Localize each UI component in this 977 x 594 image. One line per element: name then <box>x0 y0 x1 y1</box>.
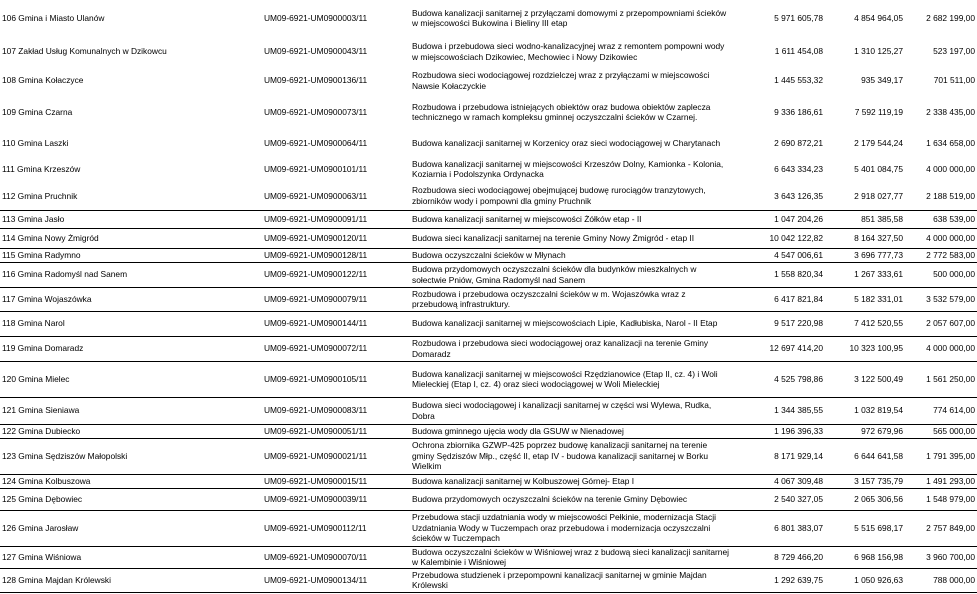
beneficiary-cell: 107 Zakład Usług Komunalnych w Dzikowcu <box>2 46 167 57</box>
eligible-cost-cell: 2 065 306,56 <box>825 488 905 510</box>
table-row <box>0 36 977 67</box>
total-cost-cell: 4 547 006,61 <box>732 248 825 262</box>
grant-amount-cell: 638 539,00 <box>905 210 977 228</box>
table-row <box>0 0 977 36</box>
application-number-cell: UM09-6921-UM0900021/11 <box>262 438 410 474</box>
project-title-cell: Przebudowa studzienek i przepompowni kanalizacji sanitarnej w gminie Majdan Królewski <box>410 568 732 592</box>
project-title-cell: Budowa gminnego ujęcia wody dla GSUW w Nienadowej <box>410 424 732 438</box>
total-cost-cell: 6 643 334,23 <box>774 163 823 174</box>
total-cost-cell: 12 697 414,20 <box>732 336 825 361</box>
grant-amount-cell: 500 000,00 <box>905 262 977 287</box>
eligible-cost-cell: 6 644 641,58 <box>825 438 905 474</box>
beneficiary-cell: 128 Gmina Majdan Królewski <box>0 568 262 592</box>
beneficiary-cell: 119 Gmina Domaradz <box>0 336 262 361</box>
beneficiary-cell: 108 Gmina Kołaczyce <box>2 75 84 86</box>
eligible-cost-cell: 5 401 084,75 <box>854 163 903 174</box>
application-number-cell: UM09-6921-UM0900051/11 <box>262 424 410 438</box>
total-cost-cell: 1 558 820,34 <box>732 262 825 287</box>
project-title-cell: Rozbudowa sieci wodociągowej rozdzielczej wraz z przyłączami w miejscowości Nawsie Kołaczyckie <box>412 70 710 91</box>
eligible-cost-cell: 5 182 331,01 <box>825 287 905 311</box>
project-title-cell: Rozbudowa i przebudowa istniejących obiektów oraz budowa obiektów zaplecza technicznego w ramach kompleksu gminnej oczyszczalni ścieków w Czarnej. <box>412 101 711 122</box>
table-row <box>0 182 977 210</box>
application-number-cell: UM09-6921-UM0900105/11 <box>262 361 410 397</box>
grant-amount-cell: 3 960 700,00 <box>905 546 977 568</box>
total-cost-cell: 5 971 605,78 <box>774 12 823 23</box>
total-cost-cell: 1 292 639,75 <box>732 568 825 592</box>
total-cost-cell: 3 643 126,35 <box>774 190 823 201</box>
total-cost-cell: 8 171 929,14 <box>732 438 825 474</box>
table-row <box>0 156 977 182</box>
beneficiary-cell: 113 Gmina Jasło <box>0 210 262 228</box>
grant-amount-cell: 774 614,00 <box>905 397 977 424</box>
project-title-cell: Budowa sieci kanalizacji sanitarnej na terenie Gminy Nowy Żmigród - etap II <box>410 228 732 248</box>
total-cost-cell: 1 196 396,33 <box>732 424 825 438</box>
grant-amount-cell: 2 772 583,00 <box>905 248 977 262</box>
project-title-cell: Budowa kanalizacji sanitarnej w miejscowościach Lipie, Kadłubiska, Narol - II Etap <box>410 311 732 336</box>
total-cost-cell: 2 690 872,21 <box>774 137 823 148</box>
total-cost-cell: 1 611 454,08 <box>774 46 823 57</box>
project-title-cell: Budowa kanalizacji sanitarnej z przyłączami domowymi z przepompowniami ścieków w miejscowości Bukowina i Bieliny III etap <box>412 7 727 28</box>
grant-amount-cell: 788 000,00 <box>905 568 977 592</box>
project-title-cell: Budowa przydomowych oczyszczalni ścieków dla budynków mieszkalnych w sołectwie Pniów, Gmina Radomyśl nad Sanem <box>410 262 732 287</box>
application-number-cell: UM09-6921-UM0900064/11 <box>264 137 368 148</box>
application-number-cell: UM09-6921-UM0900144/11 <box>262 311 410 336</box>
table-row <box>0 287 977 311</box>
table-row <box>0 311 977 336</box>
eligible-cost-cell: 935 349,17 <box>861 75 903 86</box>
application-number-cell: UM09-6921-UM0900073/11 <box>264 106 368 117</box>
beneficiary-cell: 124 Gmina Kolbuszowa <box>0 474 262 488</box>
grant-amount-cell: 4 000 000,00 <box>905 336 977 361</box>
grant-amount-cell: 1 491 293,00 <box>905 474 977 488</box>
eligible-cost-cell: 3 122 500,49 <box>825 361 905 397</box>
eligible-cost-cell: 4 854 964,05 <box>854 12 903 23</box>
project-title-cell: Rozbudowa i przebudowa sieci wodociągowej oraz kanalizacji na terenie Gminy Domaradz <box>410 336 732 361</box>
total-cost-cell: 1 344 385,55 <box>732 397 825 424</box>
project-title-cell: Budowa kanalizacji sanitarnej w miejscowości Rzędzianowice (Etap II, cz. 4) i Woli Mieleckiej (Etap I, cz. 4) oraz sieci wodociągowej w Woli Mieleckiej <box>410 361 732 397</box>
table-row <box>0 568 977 592</box>
beneficiary-cell: 120 Gmina Mielec <box>0 361 262 397</box>
eligible-cost-cell: 8 164 327,50 <box>825 228 905 248</box>
project-title-cell: Budowa i przebudowa sieci wodno-kanalizacyjnej wraz z remontem pompowni wody w miejscowościach Dzikowiec, Mechowiec i Nowy Dzikowiec <box>412 41 725 62</box>
application-number-cell: UM09-6921-UM0900134/11 <box>262 568 410 592</box>
table-row <box>0 361 977 397</box>
table-row <box>0 210 977 228</box>
project-title-cell: Rozbudowa sieci wodociągowej obejmującej budowę rurociągów tranzytowych, zbiorników wody i pompowni dla gminy Pruchnik <box>412 185 706 206</box>
table-row <box>0 474 977 488</box>
total-cost-cell: 4 067 309,48 <box>732 474 825 488</box>
total-cost-cell: 1 047 204,26 <box>732 210 825 228</box>
eligible-cost-cell: 3 696 777,73 <box>825 248 905 262</box>
project-title-cell: Budowa kanalizacji sanitarnej w Korzenicy oraz sieci wodociągowej w Charytanach <box>412 137 721 148</box>
application-number-cell: UM09-6921-UM0900003/11 <box>264 12 368 23</box>
total-cost-cell: 4 525 798,86 <box>732 361 825 397</box>
grant-amount-cell: 565 000,00 <box>905 424 977 438</box>
beneficiary-cell: 118 Gmina Narol <box>0 311 262 336</box>
eligible-cost-cell: 6 968 156,98 <box>825 546 905 568</box>
grant-amount-cell: 1 791 395,00 <box>905 438 977 474</box>
table-row <box>0 228 977 248</box>
eligible-cost-cell: 3 157 735,79 <box>825 474 905 488</box>
table-row <box>0 510 977 546</box>
grant-amount-cell: 2 757 849,00 <box>905 510 977 546</box>
project-title-cell: Przebudowa stacji uzdatniania wody w miejscowości Pełkinie, modernizacja Stacji Uzdatniania Wody w Tuczempach oraz przebudowa i modernizacja oczyszczalni ścieków w Tuczempach <box>410 510 732 546</box>
project-title-cell: Budowa przydomowych oczyszczalni ścieków na terenie Gminy Dębowiec <box>410 488 732 510</box>
grant-amount-cell: 1 634 658,00 <box>926 137 975 148</box>
eligible-cost-cell: 972 679,96 <box>825 424 905 438</box>
beneficiary-cell: 110 Gmina Laszki <box>2 137 69 148</box>
eligible-cost-cell: 7 412 520,55 <box>825 311 905 336</box>
project-title-cell: Rozbudowa i przebudowa oczyszczalni ścieków w m. Wojaszówka wraz z przebudową infrastruktury. <box>410 287 732 311</box>
eligible-cost-cell: 1 032 819,54 <box>825 397 905 424</box>
table-row <box>0 336 977 361</box>
table-row <box>0 130 977 156</box>
total-cost-cell: 2 540 327,05 <box>732 488 825 510</box>
eligible-cost-cell: 1 267 333,61 <box>825 262 905 287</box>
total-cost-cell: 6 417 821,84 <box>732 287 825 311</box>
eligible-cost-cell: 2 918 027,77 <box>854 190 903 201</box>
total-cost-cell: 8 729 466,20 <box>732 546 825 568</box>
table-row <box>0 546 977 568</box>
application-number-cell: UM09-6921-UM0900120/11 <box>262 228 410 248</box>
project-title-cell: Budowa sieci wodociągowej i kanalizacji sanitarnej w części wsi Wylewa, Rudka, Dobra <box>410 397 732 424</box>
application-number-cell: UM09-6921-UM0900043/11 <box>264 46 368 57</box>
grant-amount-cell: 701 511,00 <box>933 75 975 86</box>
beneficiary-cell: 114 Gmina Nowy Żmigród <box>0 228 262 248</box>
application-number-cell: UM09-6921-UM0900112/11 <box>262 510 410 546</box>
grant-amount-cell: 4 000 000,00 <box>905 228 977 248</box>
table-row <box>0 424 977 438</box>
beneficiary-cell: 122 Gmina Dubiecko <box>0 424 262 438</box>
eligible-cost-cell: 2 179 544,24 <box>854 137 903 148</box>
eligible-cost-cell: 10 323 100,95 <box>825 336 905 361</box>
project-title-cell: Budowa kanalizacji sanitarnej w miejscowości Krzeszów Dolny, Kamionka - Kolonia, Koziarnia i Podolszynka Ordynacka <box>412 158 724 179</box>
application-number-cell: UM09-6921-UM0900079/11 <box>262 287 410 311</box>
beneficiary-cell: 109 Gmina Czarna <box>2 106 73 117</box>
total-cost-cell: 9 336 186,61 <box>774 106 823 117</box>
application-number-cell: UM09-6921-UM0900091/11 <box>262 210 410 228</box>
eligible-cost-cell: 7 592 119,19 <box>854 106 903 117</box>
project-title-cell: Budowa kanalizacji sanitarnej w Kolbuszowej Górnej- Etap I <box>410 474 732 488</box>
application-number-cell: UM09-6921-UM0900101/11 <box>264 163 368 174</box>
eligible-cost-cell: 1 310 125,27 <box>854 46 903 57</box>
table-row <box>0 438 977 474</box>
application-number-cell: UM09-6921-UM0900063/11 <box>264 190 368 201</box>
application-number-cell: UM09-6921-UM0900039/11 <box>262 488 410 510</box>
application-number-cell: UM09-6921-UM0900083/11 <box>262 397 410 424</box>
application-number-cell: UM09-6921-UM0900128/11 <box>262 248 410 262</box>
total-cost-cell: 9 517 220,98 <box>732 311 825 336</box>
grant-amount-cell: 2 188 519,00 <box>926 190 975 201</box>
grant-amount-cell: 4 000 000,00 <box>926 163 975 174</box>
eligible-cost-cell: 851 385,58 <box>825 210 905 228</box>
eligible-cost-cell: 1 050 926,63 <box>825 568 905 592</box>
project-title-cell: Budowa kanalizacji sanitarnej w miejscowości Żółków etap - II <box>410 210 732 228</box>
grant-amount-cell: 523 197,00 <box>933 46 975 57</box>
table-row <box>0 262 977 287</box>
beneficiary-cell: 127 Gmina Wiśniowa <box>0 546 262 568</box>
application-number-cell: UM09-6921-UM0900122/11 <box>262 262 410 287</box>
application-number-cell: UM09-6921-UM0900070/11 <box>262 546 410 568</box>
grant-amount-cell: 2 057 607,00 <box>905 311 977 336</box>
beneficiary-cell: 126 Gmina Jarosław <box>0 510 262 546</box>
project-title-cell: Ochrona zbiornika GZWP-425 poprzez budowę kanalizacji sanitarnej na terenie gminy Sędziszów Młp., część II, etap IV - budowa kanalizacji sanitarnej w Borku Wielkim <box>410 438 732 474</box>
total-cost-cell: 10 042 122,82 <box>732 228 825 248</box>
application-number-cell: UM09-6921-UM0900136/11 <box>264 75 368 86</box>
grant-amount-cell: 1 561 250,00 <box>905 361 977 397</box>
grant-amount-cell: 3 532 579,00 <box>905 287 977 311</box>
total-cost-cell: 1 445 553,32 <box>774 75 823 86</box>
beneficiary-cell: 115 Gmina Radymno <box>0 248 262 262</box>
beneficiary-cell: 112 Gmina Pruchnik <box>2 190 78 201</box>
grant-amount-cell: 1 548 979,00 <box>905 488 977 510</box>
grant-amount-cell: 2 682 199,00 <box>926 12 975 23</box>
table-row <box>0 248 977 262</box>
table-row <box>0 67 977 94</box>
project-title-cell: Budowa oczyszczalni ścieków w Wiśniowej wraz z budową sieci kanalizacji sanitarnej w Kalembinie i Wiśniowej <box>410 546 732 568</box>
beneficiary-cell: 111 Gmina Krzeszów <box>2 163 81 174</box>
beneficiary-cell: 117 Gmina Wojaszówka <box>0 287 262 311</box>
table-row <box>0 488 977 510</box>
beneficiary-cell: 123 Gmina Sędziszów Małopolski <box>0 438 262 474</box>
application-number-cell: UM09-6921-UM0900015/11 <box>262 474 410 488</box>
table-row <box>0 397 977 424</box>
beneficiary-cell: 121 Gmina Sieniawa <box>0 397 262 424</box>
grant-amount-cell: 2 338 435,00 <box>926 106 975 117</box>
beneficiary-cell: 116 Gmina Radomyśl nad Sanem <box>0 262 262 287</box>
total-cost-cell: 6 801 383,07 <box>732 510 825 546</box>
beneficiary-cell: 106 Gmina i Miasto Ulanów <box>2 12 105 23</box>
project-title-cell: Budowa oczyszczalni ścieków w Młynach <box>410 248 732 262</box>
application-number-cell: UM09-6921-UM0900072/11 <box>262 336 410 361</box>
table-row <box>0 94 977 130</box>
eligible-cost-cell: 5 515 698,17 <box>825 510 905 546</box>
beneficiary-cell: 125 Gmina Dębowiec <box>0 488 262 510</box>
